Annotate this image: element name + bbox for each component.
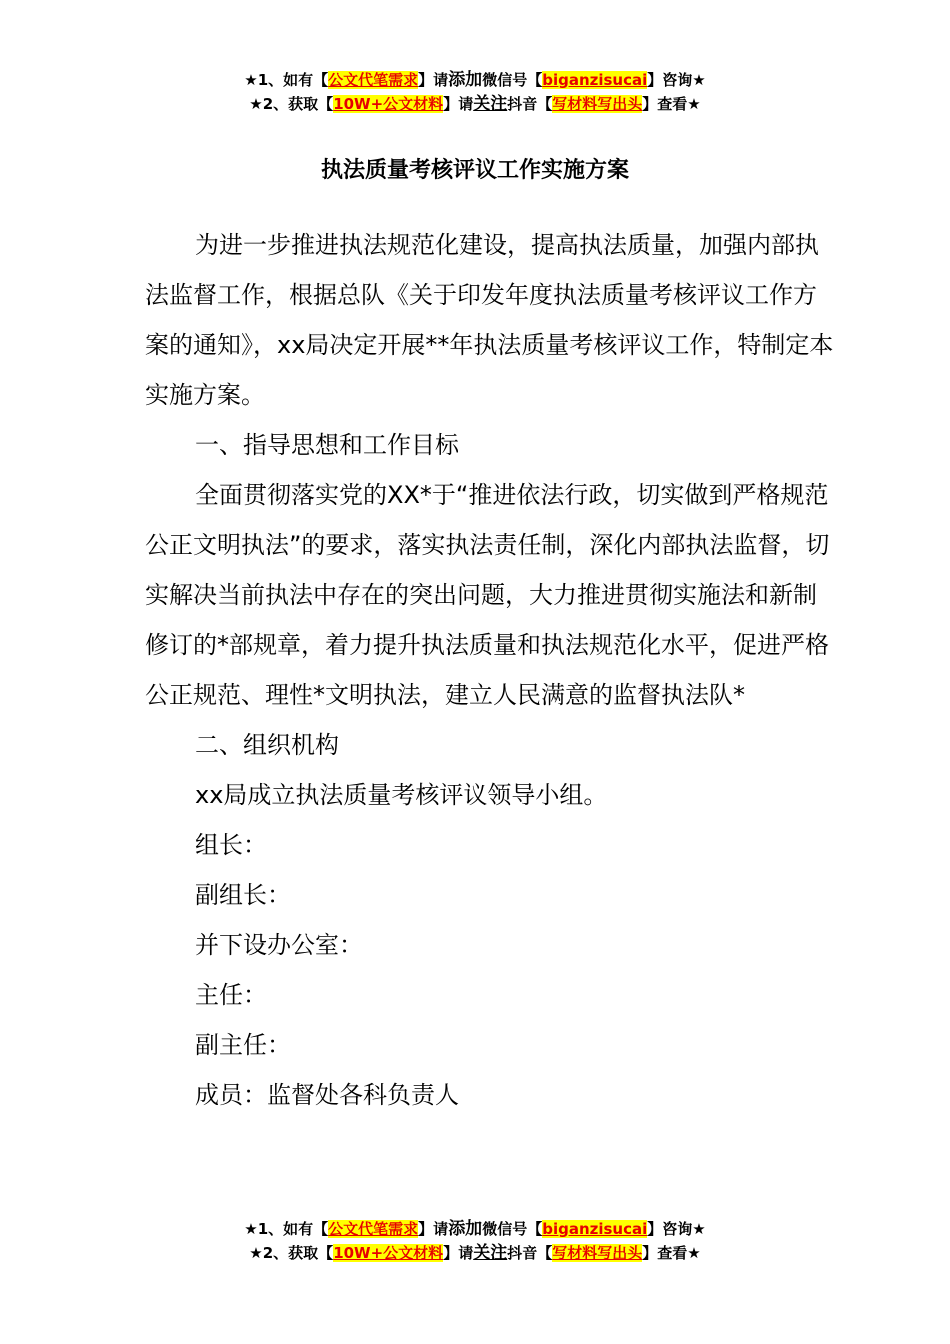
role-deputy-leader: 副组长：: [195, 881, 291, 909]
section-heading-2: 二、组织机构: [195, 731, 339, 759]
document-title: 执法质量考核评议工作实施方案: [320, 158, 629, 183]
banner-line-1: [0, 1217, 950, 1241]
role-deputy-director: 副主任：: [195, 1031, 291, 1059]
banner-emphasis: 关注: [473, 94, 508, 114]
banner-text: ★2、获取【: [249, 1244, 334, 1262]
paragraph-guiding: 全面贯彻落实党的XX*于“推进依法行政，切实做到严格规范公正文明执法”的要求，落实执法责任制，深化内部执法监督，切实解决当前执法中存在的突出问题，大力推进贯彻实施法和新制修订的*部规章，着力提升执法质量和执法规范化水平，促进严格公正规范、理性*文明执法，建立人民满意的监督执法队*: [145, 481, 830, 709]
banner-text: 】查看★: [642, 95, 701, 113]
banner-line-2: [0, 92, 950, 116]
paragraph-org: xx局成立执法质量考核评议领导小组。: [195, 781, 608, 809]
paragraph-intro: 为进一步推进执法规范化建设，提高执法质量，加强内部执法监督工作，根据总队《关于印发年度执法质量考核评议工作方案的通知》，xx局决定开展**年执法质量考核评议工作，特制定本实施方案。: [145, 231, 834, 409]
banner-text: 】咨询★: [647, 71, 706, 89]
section-heading-1: 一、指导思想和工作目标: [195, 431, 459, 459]
banner-text: 微信号【: [482, 1220, 543, 1238]
banner-emphasis: 添加: [448, 1219, 483, 1239]
banner-text: 抖音【: [507, 1244, 553, 1262]
banner-highlight: 公文代笔需求: [328, 1220, 419, 1238]
banner-text: 】查看★: [642, 1244, 701, 1262]
banner-highlight: 10W+公文材料: [333, 95, 444, 113]
banner-text: 】请: [443, 95, 474, 113]
banner-text: 】请: [418, 71, 449, 89]
banner-highlight: 10W+公文材料: [333, 1244, 444, 1262]
banner-text: 】请: [443, 1244, 474, 1262]
banner-emphasis: 添加: [448, 70, 483, 90]
banner-text: 】请: [418, 1220, 449, 1238]
banner-emphasis: 关注: [473, 1243, 508, 1263]
banner-highlight: biganzisucai: [542, 1220, 648, 1238]
role-leader: 组长：: [195, 831, 267, 859]
banner-text: ★2、获取【: [249, 95, 334, 113]
banner-text: 】咨询★: [647, 1220, 706, 1238]
office-line: 并下设办公室：: [195, 931, 363, 959]
document-body: [145, 220, 835, 1120]
banner-highlight: biganzisucai: [542, 71, 648, 89]
role-members: 成员：监督处各科负责人: [195, 1081, 459, 1109]
banner-highlight: 写材料写出头: [552, 1244, 643, 1262]
header-banner: [0, 68, 950, 116]
banner-highlight: 公文代笔需求: [328, 71, 419, 89]
banner-text: 抖音【: [507, 95, 553, 113]
banner-line-1: [0, 68, 950, 92]
banner-text: ★1、如有【: [244, 1220, 329, 1238]
banner-text: 微信号【: [482, 71, 543, 89]
role-director: 主任：: [195, 981, 267, 1009]
footer-banner: [0, 1217, 950, 1265]
banner-text: ★1、如有【: [244, 71, 329, 89]
banner-highlight: 写材料写出头: [552, 95, 643, 113]
banner-line-2: [0, 1241, 950, 1265]
